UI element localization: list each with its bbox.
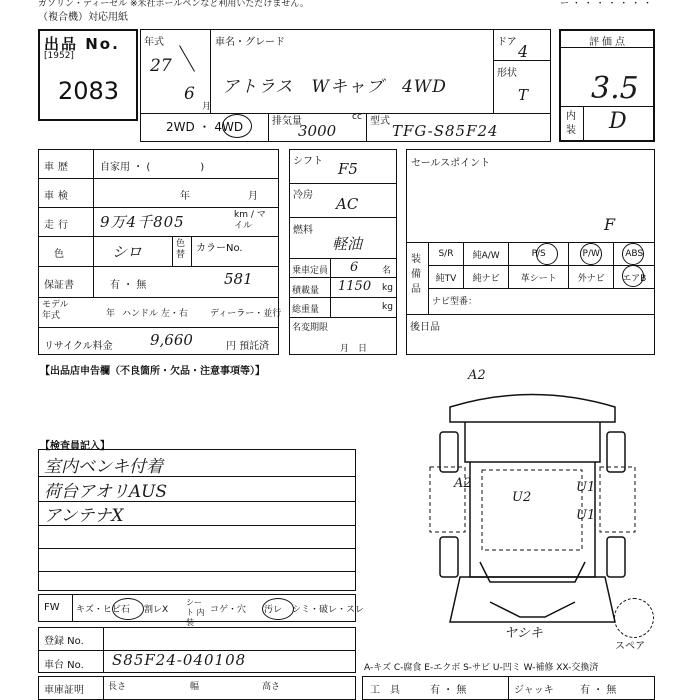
color-label: 色 bbox=[54, 249, 64, 260]
defects-item-3: シート 内装 bbox=[186, 598, 205, 627]
score-label: 評価点 bbox=[589, 37, 628, 48]
equip-navi: 純ナビ bbox=[463, 266, 508, 289]
airbag-circle bbox=[622, 265, 644, 287]
shift-label: シフト bbox=[293, 156, 323, 167]
defect-stone-circle bbox=[112, 598, 144, 620]
equip-tv: 純TV bbox=[429, 266, 464, 289]
shaken-year: 年 bbox=[180, 191, 190, 202]
lot-box bbox=[38, 29, 138, 121]
chassis-value: S85F24-040108 bbox=[112, 651, 247, 669]
score-box bbox=[559, 29, 655, 142]
pw-circle bbox=[580, 243, 602, 265]
defects-item-2: 割レX bbox=[144, 605, 169, 615]
door-label: ドア bbox=[497, 37, 517, 48]
dim-height: 高さ bbox=[262, 682, 281, 692]
drive-label: 2WD ・ 4WD bbox=[166, 120, 244, 134]
warranty-value: 有 ・ 無 bbox=[110, 280, 147, 291]
load-unit: kg bbox=[382, 283, 393, 293]
history-value: 自家用 ・ ( ) bbox=[100, 162, 205, 173]
interior-label: 内装 bbox=[566, 111, 576, 136]
mileage-unit: km / マイル bbox=[234, 210, 266, 231]
displacement-cc: cc bbox=[352, 112, 362, 122]
equip-abs: ABS bbox=[614, 243, 655, 266]
defects-item-1: キズ・ヒビ石 bbox=[76, 605, 130, 615]
recycle-label: リサイクル料金 bbox=[44, 341, 113, 352]
spare-tire-icon bbox=[614, 598, 654, 638]
color-no-label: カラーNo. bbox=[196, 243, 243, 254]
shift-value: F5 bbox=[338, 160, 358, 178]
capacity-unit: 名 bbox=[382, 266, 392, 276]
inspector-line-3: アンテナX bbox=[44, 506, 124, 526]
capacity-label: 乗車定員 bbox=[292, 266, 329, 276]
year-value: 27 bbox=[150, 56, 172, 76]
car-name-label: 車名・グレード bbox=[215, 37, 285, 48]
diagram-mark-a2-top: A2 bbox=[468, 368, 486, 383]
equip-leather: 革シート bbox=[509, 266, 569, 289]
defect-dirt-circle bbox=[262, 598, 294, 620]
roof-outline bbox=[450, 395, 615, 423]
recycle-value: 9,660 bbox=[150, 331, 193, 349]
ac-label: 冷房 bbox=[293, 190, 313, 201]
chassis-label: 車台 No. bbox=[44, 660, 84, 671]
name-change-unit: 月 日 bbox=[340, 344, 368, 354]
fuel-value: 軽油 bbox=[332, 235, 363, 253]
defect-legend: A-キズ C-腐食 E-エクボ S-サビ U-凹ミ W-補修 XX-交換済 bbox=[364, 663, 599, 673]
equip-airbag: エアB bbox=[614, 266, 655, 289]
dealer-label: ディーラー・並行 bbox=[210, 309, 282, 319]
capacity-value: 6 bbox=[350, 260, 359, 275]
ps-circle bbox=[536, 243, 558, 265]
inspector-label: 【検査員記入】 bbox=[40, 441, 110, 452]
drive-4wd-circle bbox=[222, 114, 252, 138]
header-subtitle: （複合機）対応用紙 bbox=[38, 12, 128, 23]
month-unit: 月 bbox=[202, 102, 212, 112]
sales-label: セールスポイント bbox=[411, 158, 491, 169]
tool-value: 有 ・ 無 bbox=[430, 685, 467, 696]
defects-item-5: 汚レ bbox=[264, 605, 283, 615]
model-label: 型式 bbox=[370, 116, 390, 127]
header-top-right: ー ・ ・ ・ ・ ・ ・ ・ bbox=[560, 0, 653, 9]
tool-label: 工 具 bbox=[370, 685, 400, 696]
equip-ext-navi: 外ナビ bbox=[569, 266, 614, 289]
equip-ps: P/S bbox=[509, 243, 569, 266]
jack-label: ジャッキ bbox=[514, 685, 554, 696]
total-unit: kg bbox=[382, 302, 393, 312]
shaken-label: 車検 bbox=[44, 191, 72, 202]
score-value: 3.5 bbox=[591, 71, 639, 106]
mileage-label: 走行 bbox=[44, 220, 72, 231]
dim-width: 幅 bbox=[190, 682, 200, 692]
navi-label: ナビ型番： bbox=[432, 297, 478, 307]
diagram-mark-u1-a: U1 bbox=[576, 480, 596, 495]
diagram-mark-u2: U2 bbox=[512, 490, 532, 505]
lot-label: 出品 No. bbox=[44, 35, 120, 53]
rear-items-label: 後日品 bbox=[410, 322, 440, 333]
equip-aw: 純A/W bbox=[463, 243, 508, 266]
total-label: 総重量 bbox=[292, 305, 320, 315]
spare-label: スペア bbox=[615, 641, 645, 652]
history-label: 車歴 bbox=[44, 162, 72, 173]
dim-length: 長さ bbox=[108, 682, 127, 692]
garage-cert-label: 車庫証明 bbox=[44, 685, 84, 696]
inspector-line-1: 室内ベンキ付着 bbox=[44, 457, 163, 477]
recycle-unit: 円 預託済 bbox=[226, 341, 270, 352]
month-value: 6 bbox=[184, 84, 195, 104]
equipment-label: 装備品 bbox=[411, 254, 421, 295]
header-top-line: ガソリン・ディーゼル ※米社ボールペンなど利用いただけません。 bbox=[38, 0, 309, 9]
load-label: 積載量 bbox=[292, 286, 320, 296]
fuel-label: 燃料 bbox=[293, 225, 313, 236]
defects-item-4: コゲ・穴 bbox=[210, 605, 247, 615]
jack-value: 有 ・ 無 bbox=[580, 685, 617, 696]
ac-value: AC bbox=[336, 195, 359, 213]
defects-fw: FW bbox=[44, 602, 60, 613]
car-name-value: アトラス Wキャブ 4WD bbox=[222, 77, 447, 97]
name-change-label: 名変期限 bbox=[292, 323, 329, 333]
color-value: シロ bbox=[112, 243, 143, 261]
diagram-mark-u1-b: U1 bbox=[576, 508, 596, 523]
defects-item-6: シミ・破レ・スレ bbox=[292, 605, 365, 615]
declaration-label: 【出品店申告欄（不良箇所・欠品・注意事項等）】 bbox=[40, 366, 265, 377]
interior-value: D bbox=[609, 109, 627, 134]
abs-circle bbox=[622, 243, 644, 265]
handle-label: ハンドル 左・右 bbox=[122, 309, 188, 319]
year-label: 年式 bbox=[144, 37, 164, 48]
door-value: 4 bbox=[518, 42, 529, 61]
lot-small-code: [1952] bbox=[44, 51, 74, 61]
diagram-mark-yashiki: ヤシキ bbox=[504, 626, 543, 641]
color-no-value: 581 bbox=[224, 270, 253, 288]
mileage-value: 9万4千805 bbox=[100, 213, 185, 231]
equip-pw: P/W bbox=[569, 243, 614, 266]
registration-label: 登録 No. bbox=[44, 636, 84, 647]
vehicle-diagram bbox=[410, 362, 655, 640]
shaken-month: 月 bbox=[248, 191, 258, 202]
model-year-label: モデル年式 bbox=[42, 300, 69, 321]
warranty-label: 保証書 bbox=[44, 280, 74, 291]
diagram-mark-a2-left: A2 bbox=[454, 476, 472, 491]
sales-mark: F bbox=[604, 215, 616, 234]
model-value: TFG-S85F24 bbox=[392, 122, 499, 140]
equip-sr: S/R bbox=[429, 243, 464, 266]
displacement-value: 3000 bbox=[298, 122, 337, 140]
inspector-line-2: 荷台アオリAUS bbox=[44, 482, 168, 502]
load-value: 1150 bbox=[338, 279, 372, 294]
shape-label: 形状 bbox=[497, 68, 517, 79]
displacement-label: 排気量 bbox=[272, 116, 302, 127]
color-change-label: 色替 bbox=[176, 239, 186, 260]
shape-value: T bbox=[518, 86, 529, 104]
lot-number: 2083 bbox=[58, 77, 120, 105]
model-year-unit: 年 bbox=[106, 309, 116, 319]
